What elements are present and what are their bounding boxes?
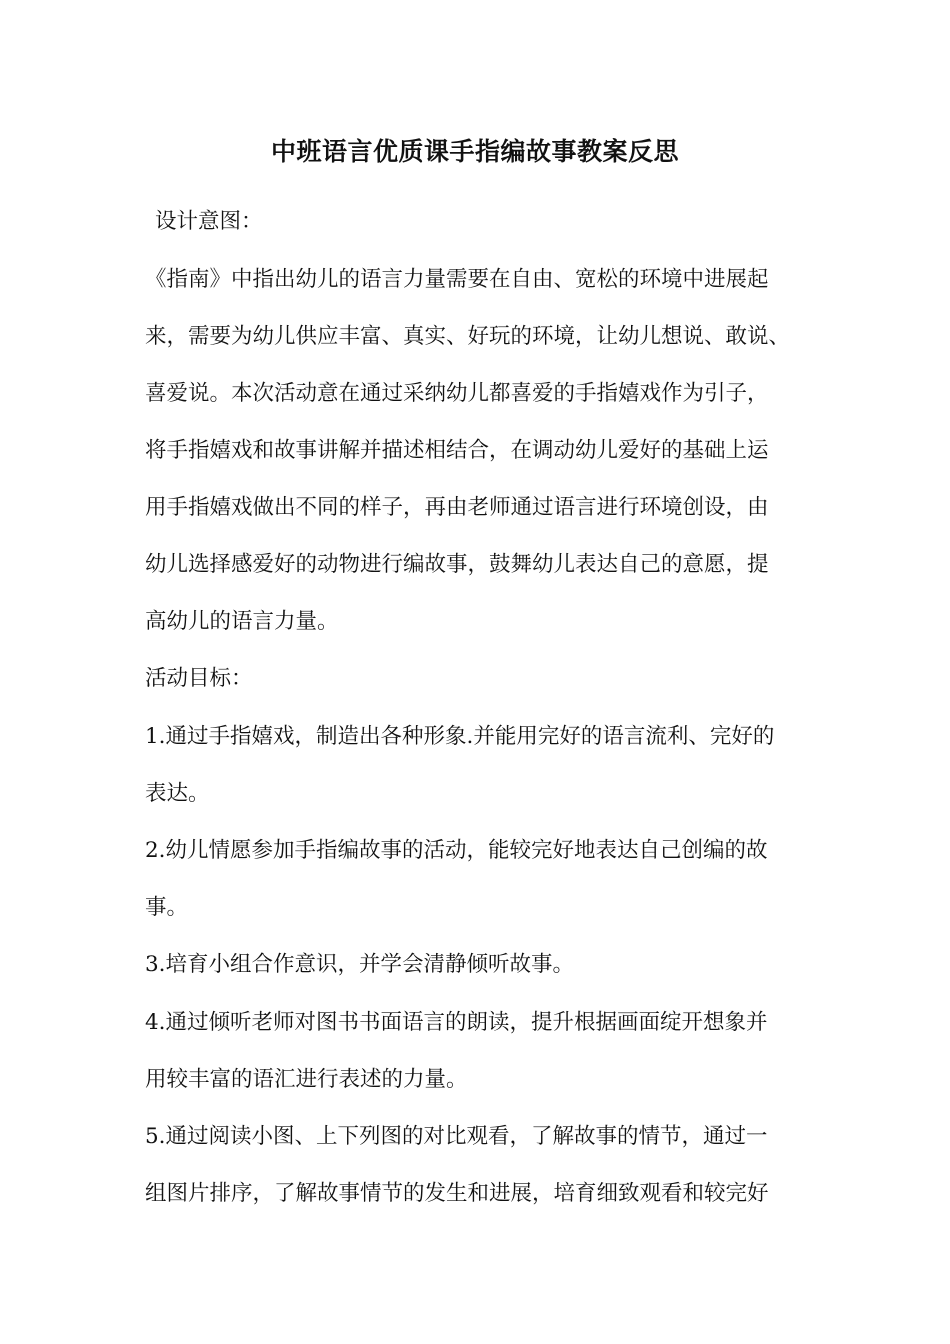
paragraph-line: 用手指嬉戏做出不同的样子，再由老师通过语言进行环境创设，由 <box>145 495 769 520</box>
paragraph-line: 来，需要为幼儿供应丰富、真实、好玩的环境，让幼儿想说、敢说、 <box>145 324 791 349</box>
section-heading-activity-goals: 活动目标： <box>145 666 253 691</box>
goal-item-line: 组图片排序，了解故事情节的发生和进展，培育细致观看和较完好 <box>145 1181 769 1206</box>
paragraph-line: 《指南》中指出幼儿的语言力量需要在自由、宽松的环境中进展起 <box>145 267 769 292</box>
paragraph-line: 高幼儿的语言力量。 <box>145 609 339 634</box>
goal-item-line: 2.幼儿情愿参加手指编故事的活动，能较完好地表达自己创编的故 <box>145 838 768 863</box>
goal-item-line: 4.通过倾听老师对图书书面语言的朗读，提升根据画面绽开想象并 <box>145 1010 768 1035</box>
paragraph-line: 将手指嬉戏和故事讲解并描述相结合，在调动幼儿爱好的基础上运 <box>145 438 769 463</box>
goal-item-line: 事。 <box>145 895 189 920</box>
document-title: 中班语言优质课手指编故事教案反思 <box>270 137 679 166</box>
goal-item-line: 表达。 <box>145 781 210 806</box>
paragraph-line: 幼儿选择感爱好的动物进行编故事，鼓舞幼儿表达自己的意愿，提 <box>145 552 769 577</box>
goal-item-line: 用较丰富的语汇进行表述的力量。 <box>145 1067 468 1092</box>
section-heading-design-intent: 设计意图： <box>155 209 263 234</box>
goal-item-line: 3.培育小组合作意识，并学会清静倾听故事。 <box>145 952 575 977</box>
paragraph-line: 喜爱说。本次活动意在通过采纳幼儿都喜爱的手指嬉戏作为引子， <box>145 381 769 406</box>
goal-item-line: 1.通过手指嬉戏，制造出各种形象.并能用完好的语言流利、完好的 <box>145 724 775 749</box>
goal-item-line: 5.通过阅读小图、上下列图的对比观看，了解故事的情节，通过一 <box>145 1124 768 1149</box>
